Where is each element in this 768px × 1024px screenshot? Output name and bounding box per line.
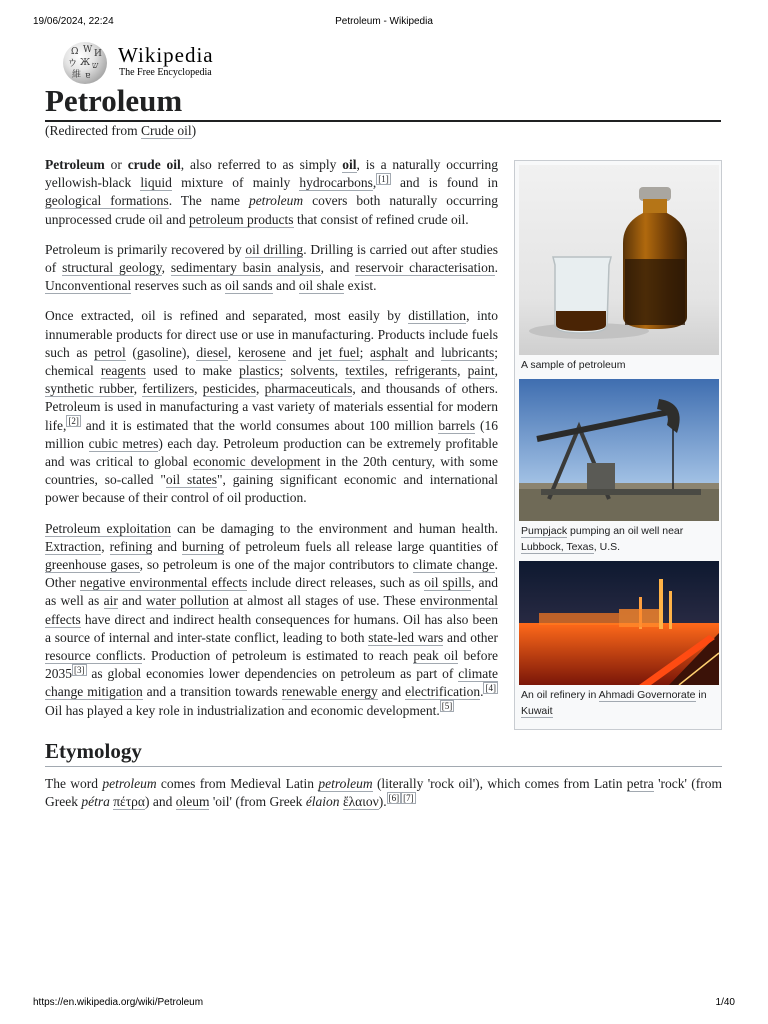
- link-distillation[interactable]: distillation: [408, 308, 467, 324]
- link-elaion-greek[interactable]: ἔλαιον: [342, 794, 379, 810]
- link-petroleum-products[interactable]: petroleum products: [188, 211, 294, 227]
- petroleum-sample-image[interactable]: [519, 165, 719, 355]
- link-extraction[interactable]: Extraction: [45, 538, 102, 554]
- lead-paragraph-1: Petroleum or crude oil, also referred to as simply oil, is a naturally occurring yellowish-black liquid mixture of mainly hydrocarbons, [1] and is found in geological formations. The name petroleum covers both naturally occurring unprocessed crude oil and petroleum products that consist of refined crude oil.: [45, 157, 498, 227]
- link-kerosene[interactable]: kerosene: [237, 344, 286, 360]
- wikipedia-globe-icon: Ω W И ウ Ж ש 維 ɐ: [63, 42, 107, 84]
- oil-refinery-image[interactable]: [519, 561, 719, 685]
- link-burning[interactable]: burning: [182, 538, 224, 554]
- link-jet-fuel[interactable]: jet fuel: [318, 344, 360, 360]
- lead-paragraph-4: Petroleum exploitation can be damaging to the environment and human health. Extraction, refining and burning of petroleum fuels all release large quantities of greenhouse gases, so petroleum is one of the major contributors to climate change. Other negative environmental effects include direct releases, such as oil spills, and as well as air and water pollution at almost all stages of use. These environmental effects have direct and indirect health consequences for humans. Oil has also been a source of internal and inter-state conflict, leading to both state-led wars and other resource conflicts. Production of petroleum is estimated to reach peak oil before 2035 [3] as global economies lower dependencies on petroleum as part of climate change mitigation and a transition towards renewable energy and electrification. [4] Oil has played a key role in industrialization and economic development. [5]: [45, 520, 499, 718]
- print-doc-title: Petroleum - Wikipedia: [335, 16, 433, 27]
- link-oil-spills[interactable]: oil spills: [424, 575, 472, 591]
- link-oleum[interactable]: oleum: [175, 794, 210, 810]
- link-reservoir-characterisation[interactable]: reservoir characterisation: [355, 260, 495, 276]
- image-caption-refinery: An oil refinery in Ahmadi Governorate in Kuwait: [521, 689, 707, 717]
- link-refrigerants[interactable]: refrigerants: [394, 363, 458, 379]
- link-electrification[interactable]: electrification: [405, 684, 481, 700]
- citation-3[interactable]: [3]: [74, 664, 85, 675]
- pumpjack-image[interactable]: [519, 379, 719, 521]
- citation-7[interactable]: [7]: [403, 792, 414, 803]
- link-synthetic-rubber[interactable]: synthetic rubber: [45, 381, 134, 397]
- link-structural-geology[interactable]: structural geology: [62, 260, 162, 276]
- lead-paragraph-2: Petroleum is primarily recovered by oil drilling. Drilling is carried out after studies of structural geology, sedimentary basin analysis, and reservoir characterisation. Unconventional reserves such as oil sands and oil shale exist.: [45, 241, 499, 294]
- link-petra[interactable]: petra: [626, 775, 654, 791]
- link-petroleum-exploitation[interactable]: Petroleum exploitation: [45, 520, 172, 536]
- caption-link-lubbock-texas[interactable]: Lubbock, Texas: [521, 541, 594, 553]
- page-title: Petroleum: [45, 82, 721, 122]
- link-air[interactable]: air: [103, 593, 118, 609]
- link-liquid[interactable]: liquid: [140, 175, 172, 191]
- link-cubic-metres[interactable]: cubic metres: [88, 435, 159, 451]
- link-hydrocarbons[interactable]: hydrocarbons: [299, 175, 373, 191]
- link-oil-drilling[interactable]: oil drilling: [245, 241, 304, 257]
- link-resource-conflicts[interactable]: resource conflicts: [45, 648, 143, 664]
- link-paint[interactable]: paint: [467, 363, 495, 379]
- article-body: [45, 156, 722, 823]
- link-water-pollution[interactable]: water pollution: [145, 593, 229, 609]
- print-header: [0, 16, 768, 30]
- link-pesticides[interactable]: pesticides: [202, 381, 257, 397]
- citation-4[interactable]: [4]: [485, 682, 496, 693]
- link-oil-shale[interactable]: oil shale: [298, 278, 345, 294]
- link-solvents[interactable]: solvents: [290, 363, 335, 379]
- print-url: https://en.wikipedia.org/wiki/Petroleum: [33, 997, 204, 1008]
- wikipedia-wordmark: Wikipedia: [118, 43, 214, 67]
- link-petrol[interactable]: petrol: [94, 344, 126, 360]
- link-petra-greek[interactable]: πέτρα: [113, 794, 145, 810]
- image-caption-pumpjack: Pumpjack pumping an oil well near Lubbock, Texas, U.S.: [521, 525, 684, 553]
- image-caption-sample: A sample of petroleum: [521, 359, 626, 371]
- link-unconventional[interactable]: Unconventional: [45, 278, 132, 294]
- link-asphalt[interactable]: asphalt: [370, 344, 409, 360]
- link-economic-development[interactable]: economic development: [193, 454, 321, 470]
- section-heading-etymology: Etymology: [45, 738, 722, 767]
- link-oil[interactable]: oil: [342, 157, 357, 172]
- link-environmental-effects[interactable]: environmental effects: [45, 593, 498, 627]
- link-oil-sands[interactable]: oil sands: [224, 278, 273, 294]
- link-diesel[interactable]: diesel: [196, 344, 228, 360]
- link-reagents[interactable]: reagents: [100, 363, 146, 379]
- etymology-paragraph: The word petroleum comes from Medieval Latin petroleum (literally 'rock oil'), which comes from Latin petra 'rock' (from Greek pétra πέτρα) and oleum 'oil' (from Greek élaion ἔλαιον). [6] [7]: [45, 775, 722, 810]
- link-geological-formations[interactable]: geological formations: [45, 193, 169, 209]
- link-oil-states[interactable]: oil states: [165, 472, 218, 488]
- link-pharmaceuticals[interactable]: pharmaceuticals: [264, 381, 353, 397]
- link-renewable-energy[interactable]: renewable energy: [281, 684, 378, 700]
- link-greenhouse-gases[interactable]: greenhouse gases: [45, 557, 140, 573]
- citation-1[interactable]: [1]: [378, 173, 389, 184]
- redirect-link-crude-oil[interactable]: Crude oil: [140, 123, 192, 138]
- print-footer: [0, 997, 768, 1011]
- link-barrels[interactable]: barrels: [438, 417, 476, 433]
- link-petroleum-latin[interactable]: petroleum: [318, 775, 373, 791]
- link-negative-environmental-effects[interactable]: negative environmental effects: [79, 575, 248, 591]
- link-climate-change[interactable]: climate change: [412, 557, 495, 573]
- caption-link-ahmadi-governorate[interactable]: Ahmadi Governorate: [598, 689, 696, 701]
- link-textiles[interactable]: textiles: [345, 363, 385, 379]
- print-datetime: 19/06/2024, 22:24: [33, 16, 114, 27]
- wikipedia-tagline: The Free Encyclopedia: [119, 67, 212, 78]
- link-lubricants[interactable]: lubricants: [441, 344, 495, 360]
- caption-link-kuwait[interactable]: Kuwait: [521, 705, 553, 717]
- citation-5[interactable]: [5]: [441, 701, 453, 712]
- link-climate-change-mitigation[interactable]: climate change mitigation: [45, 666, 498, 700]
- link-sedimentary-basin-analysis[interactable]: sedimentary basin analysis: [170, 260, 321, 276]
- print-page-number: 1/40: [715, 997, 735, 1008]
- link-state-led-wars[interactable]: state-led wars: [368, 629, 444, 645]
- citation-2[interactable]: [2]: [68, 416, 79, 427]
- link-fertilizers[interactable]: fertilizers: [142, 381, 195, 397]
- caption-link-pumpjack[interactable]: Pumpjack: [521, 525, 568, 537]
- link-peak-oil[interactable]: peak oil: [413, 648, 459, 664]
- lead-paragraph-3: Once extracted, oil is refined and separated, most easily by distillation, into innumerable products for direct use or use in manufacturing. Products include fuels such as petrol (gasoline), diesel, kerosene and jet fuel; asphalt and lubricants; chemical reagents used to make plastics; solvents, textiles, refrigerants, paint, synthetic rubber, fertilizers, pesticides, pharmaceuticals, and thousands of others. Petroleum is used in manufacturing a vast variety of materials essential for modern life, [2] and it is estimated that the world consumes about 100 million barrels (16 million cubic metres) each day. Petroleum production can be extremely profitable and was critical to global economic development in the 20th century, with some countries, so-called "oil states", gaining significant economic and international power because of their control of oil production.: [45, 308, 499, 506]
- wikipedia-logo[interactable]: [63, 42, 263, 84]
- citation-6[interactable]: [6]: [388, 792, 400, 803]
- link-plastics[interactable]: plastics: [239, 363, 280, 379]
- link-refining[interactable]: refining: [109, 538, 153, 554]
- redirect-note: (Redirected from Crude oil): [45, 123, 197, 138]
- infobox: [514, 160, 722, 730]
